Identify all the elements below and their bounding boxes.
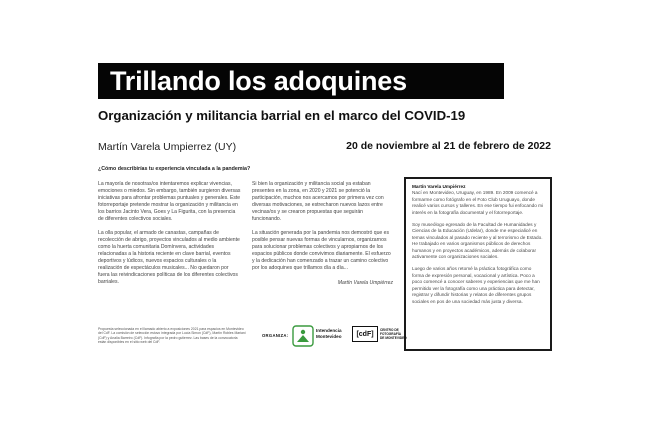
signature: Martín Varela Umpiérrez bbox=[337, 280, 393, 286]
intendencia-logo-icon bbox=[292, 325, 314, 347]
intendencia-logo-text bbox=[316, 328, 342, 339]
page-subtitle: Organización y militancia barrial en el marco del COVID-19 bbox=[98, 108, 466, 123]
footnote: Propuesta seleccionada en el llamado abierto a exposiciones 2021 para espacios en Montevideo del CdF. La comisión de selección estuvo integrada por Lucía Simon (CdF), Martín Robles Mariani (CdF) y Analía Barreiro (CdF). Infografía por la pedro gutierrez. Las bases de la convocatoria están disponibles en el sitio web del CdF. bbox=[98, 327, 246, 345]
text-column-2 bbox=[252, 181, 393, 278]
bio-paragraph: Luego de varios años retomé la práctica fotográfica como forma de expresión personal, vocacional y artística. Poco a poco comencé a conocer saberes y experiencias que me han permitido ver la fotografía como una práctica para detectar, registrar y difundir historias y relatos de diferentes grupos sociales en pos de una sociedad más justa y diversa. bbox=[412, 266, 540, 304]
bio-box bbox=[404, 177, 552, 351]
paragraph: La mayoría de nosotras/os intentaremos explicar vivencias, emociones o miedos. Sin embargo, también surgieron diversas iniciativas para afrontar problemas puntuales y generales. Este fotorreportaje pretende mostrar la organización y militancia en los barrios Jacinto Vera, Goes y La Figurita, con la presencia de diferentes colectivos sociales. bbox=[98, 181, 241, 223]
exhibition-dates: 20 de noviembre al 21 de febrero de 2022 bbox=[346, 140, 551, 152]
intro-question: ¿Cómo describirías tu experiencia vinculada a la pandemia? bbox=[98, 166, 251, 172]
bio-name: Martín Varela Umpiérrez bbox=[412, 184, 466, 189]
bio-paragraph: Soy museólogo egresado de la Facultad de Humanidades y Ciencias de la Educación (Udelar), donde me especialicé en temas vinculados al pasado reciente y al terrorismo de Estado. He trabajado en varios organismos públicos de derechos humanos y en proyectos académicos, además de colaborar activamente con organizaciones sociales. bbox=[412, 222, 543, 260]
page-title: Trillando los adoquines bbox=[110, 66, 407, 96]
author-name: Martín Varela Umpierrez (UY) bbox=[98, 141, 237, 153]
cdf-logo-text bbox=[380, 328, 407, 340]
intendencia-line-1: Intendencia bbox=[316, 328, 342, 333]
cdf-line-3: DE MONTEVIDEO bbox=[380, 336, 407, 340]
intendencia-line-2: Montevideo bbox=[316, 333, 342, 339]
cdf-line-2: FOTOGRAFÍA bbox=[380, 332, 402, 336]
cdf-line-1: CENTRO DE bbox=[380, 328, 399, 332]
organiza-label: ORGANIZA: bbox=[262, 333, 289, 338]
paragraph: Si bien la organización y militancia social ya estaban presentes en la zona, en 2020 y 2021 se potenció la participación, muchos nos acercamos por primera vez con diversas motivaciones, se estrecharon nuevos lazos entre vecinas/os y se crearon propuestas que seguirán funcionando. bbox=[252, 181, 384, 223]
paragraph: La situación generada por la pandemia nos demostró que es posible pensar nuevas formas de vincularnos, organizarnos para solucionar problemas colectivos y apropiarnos de los espacios públicos donde convivimos diariamente. El esfuerzo y la dedicación han comenzado a trazar un camino colectivo por los adoquines que trillamos día a día... bbox=[252, 229, 391, 272]
text-column-1 bbox=[98, 181, 241, 292]
paragraph: La olla popular, el armado de canastas, campañas de recolección de abrigo, proyectos vinculados al medio ambiente como la huerta comunitaria Domínvera, actividades relacionadas a la historia reciente en clave barrial, eventos deportivos y lúdicos, nuevos espacios culturales o la realización de espectáculos musicales... No quedaron por fuera las reivindicaciones políticas de los diferentes colectivos barriales. bbox=[98, 229, 240, 286]
bio-paragraph: Nací en Montevideo, Uruguay, en 1989. En 2009 comencé a formarme como fotógrafo en el Foto Club Uruguayo, donde realicé varios cursos y talleres. En ese tiempo fui enfocando mi interés en la fotografía documental y el fotorreportaje. bbox=[412, 190, 544, 215]
cdf-logo-icon: [cdF] bbox=[352, 326, 378, 342]
bio-intro bbox=[412, 184, 544, 216]
